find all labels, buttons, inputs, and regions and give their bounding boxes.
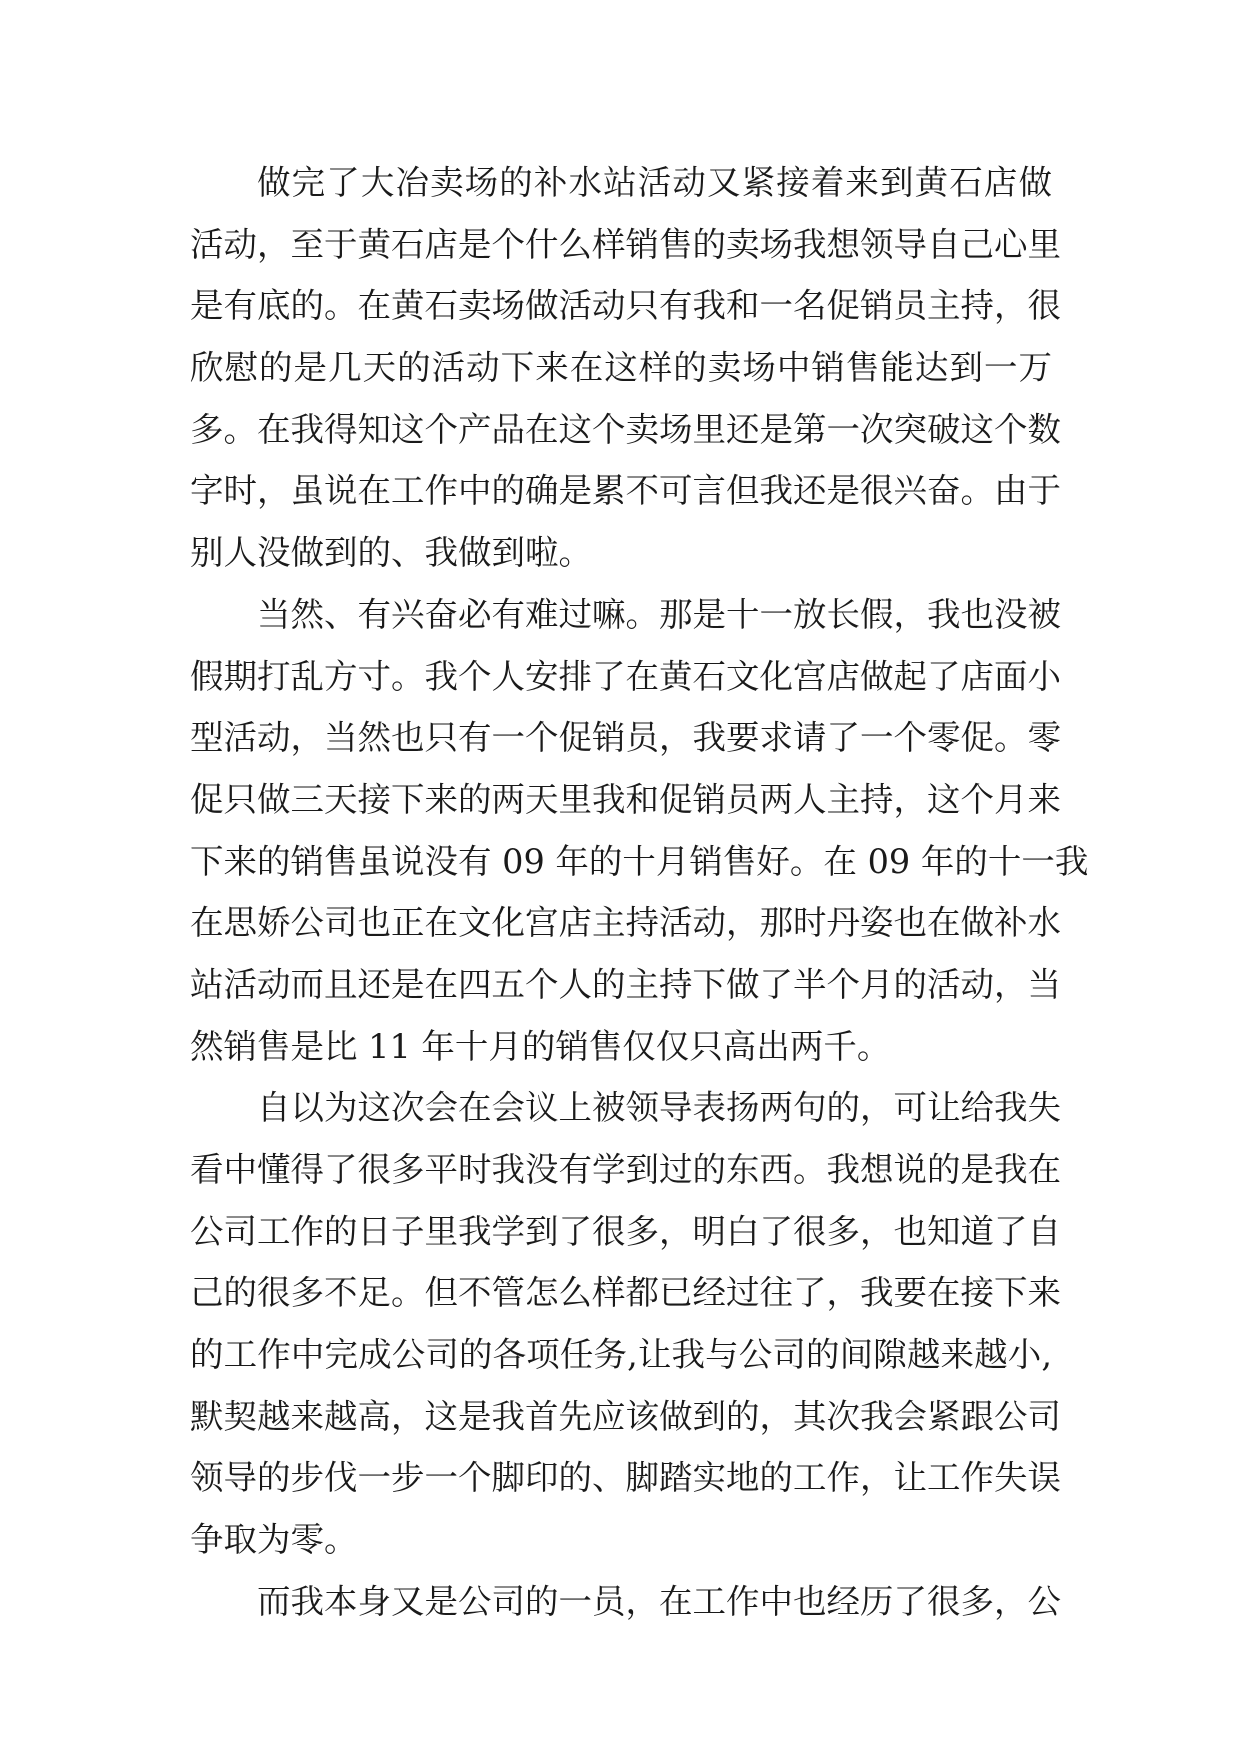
text-line: 当然、有兴奋必有难过嘛。那是十一放长假，我也没被 bbox=[257, 594, 1061, 634]
text-line: 欣慰的是几天的活动下来在这样的卖场中销售能达到一万 bbox=[190, 348, 1052, 388]
text-line: 促只做三天接下来的两天里我和促销员两人主持，这个月来 bbox=[190, 779, 1061, 819]
text-line: 假期打乱方寸。我个人安排了在黄石文化宫店做起了店面小 bbox=[190, 656, 1061, 696]
paragraph-4 bbox=[190, 1571, 1061, 1633]
document-body bbox=[190, 152, 1089, 1633]
text-line: 看中懂得了很多平时我没有学到过的东西。我想说的是我在 bbox=[190, 1150, 1061, 1189]
text-line: 自以为这次会在会议上被领导表扬两句的，可让给我失 bbox=[257, 1088, 1061, 1128]
text-line: 下来的销售虽说没有 09 年的十月销售好。在 09 年的十一我 bbox=[190, 841, 1089, 881]
text-line: 默契越来越高，这是我首先应该做到的，其次我会紧跟公司 bbox=[190, 1396, 1061, 1436]
text-line: 多。在我得知这个产品在这个卖场里还是第一次突破这个数 bbox=[190, 409, 1061, 449]
text-line: 站活动而且还是在四五个人的主持下做了半个月的活动，当 bbox=[190, 964, 1061, 1004]
text-line: 而我本身又是公司的一员，在工作中也经历了很多，公 bbox=[257, 1581, 1061, 1621]
text-line: 别人没做到的、我做到啦。 bbox=[190, 533, 592, 573]
text-line: 然销售是比 11 年十月的销售仅仅只高出两千。 bbox=[190, 1026, 891, 1066]
text-line: 是有底的。在黄石卖场做活动只有我和一名促销员主持，很 bbox=[190, 286, 1061, 326]
text-line: 己的很多不足。但不管怎么样都已经过往了，我要在接下来 bbox=[190, 1273, 1061, 1313]
paragraph-1 bbox=[190, 152, 1061, 584]
text-line: 型活动，当然也只有一个促销员，我要求请了一个零促。零 bbox=[190, 718, 1061, 758]
text-line: 字时，虽说在工作中的确是累不可言但我还是很兴奋。由于 bbox=[190, 471, 1061, 511]
text-line: 领导的步伐一步一个脚印的、脚踏实地的工作，让工作失误 bbox=[190, 1458, 1061, 1498]
paragraph-2 bbox=[190, 584, 1089, 1078]
paragraph-3 bbox=[190, 1077, 1061, 1571]
text-line: 争取为零。 bbox=[190, 1520, 358, 1560]
text-line: 做完了大冶卖场的补水站活动又紧接着来到黄石店做 bbox=[257, 163, 1052, 202]
text-line: 公司工作的日子里我学到了很多，明白了很多，也知道了自 bbox=[190, 1211, 1061, 1251]
text-line: 活动，至于黄石店是个什么样销售的卖场我想领导自己心里 bbox=[190, 224, 1061, 264]
text-line: 的工作中完成公司的各项任务,让我与公司的间隙越来越小, bbox=[190, 1335, 1052, 1375]
text-line: 在思娇公司也正在文化宫店主持活动，那时丹姿也在做补水 bbox=[190, 903, 1061, 943]
